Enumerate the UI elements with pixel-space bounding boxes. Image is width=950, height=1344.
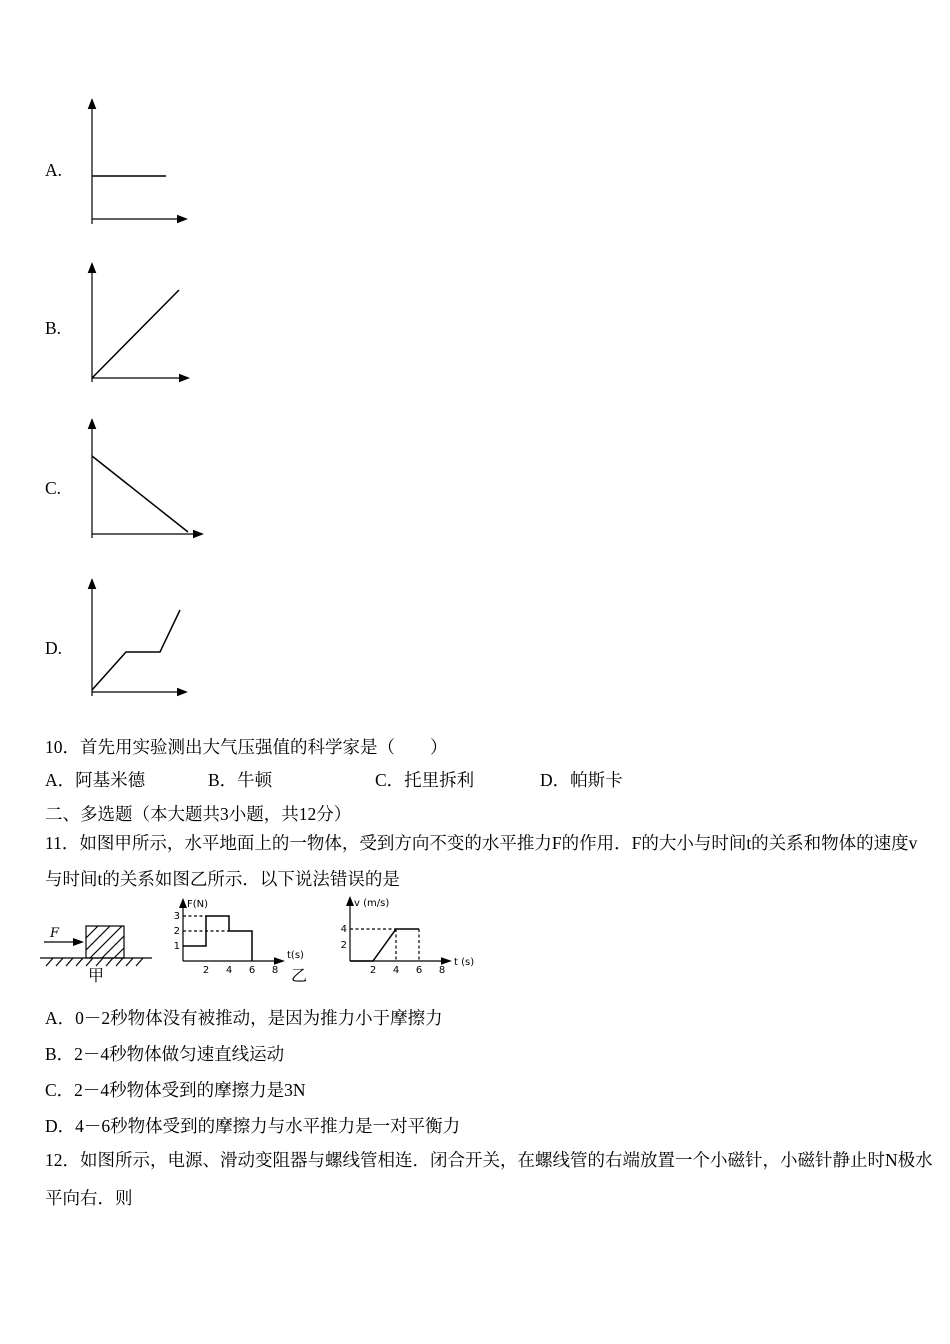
ft-ytick-1: 1 bbox=[173, 941, 180, 952]
vt-xtick-8: 8 bbox=[438, 965, 446, 976]
ft-xtick-2: 2 bbox=[202, 965, 210, 976]
right-arrow-icon bbox=[193, 530, 204, 539]
question-10-options-row bbox=[45, 770, 905, 794]
right-arrow-icon bbox=[179, 374, 190, 383]
data-line bbox=[92, 290, 179, 378]
x-axis bbox=[183, 950, 304, 976]
block-with-hatching bbox=[86, 926, 124, 958]
x-axis bbox=[92, 215, 188, 224]
vt-xtick-4: 4 bbox=[392, 965, 400, 976]
q11-vt-chart bbox=[326, 893, 481, 988]
q10-option-b: B．牛顿 bbox=[208, 770, 273, 790]
vt-ylabel: v (m/s) bbox=[354, 898, 390, 909]
up-arrow-icon bbox=[88, 262, 97, 273]
section-header: 二、多选题（本大题共3小题，共12分） bbox=[45, 804, 352, 824]
figure-yi-label: 乙 bbox=[291, 968, 308, 985]
data-line bbox=[92, 610, 180, 690]
q10-option-d: D．帕斯卡 bbox=[540, 770, 623, 790]
ft-xlabel: t(s) bbox=[287, 950, 304, 961]
ft-data-line bbox=[183, 916, 252, 961]
ft-xtick-4: 4 bbox=[225, 965, 233, 976]
question-12-stem-line1: 12．如图所示，电源、滑动变阻器与螺线管相连．闭合开关，在螺线管的右端放置一个小磁针，小磁针静止时N极水 bbox=[45, 1150, 933, 1170]
up-arrow-icon bbox=[88, 418, 97, 429]
question-12-stem-line2: 平向右．则 bbox=[45, 1188, 133, 1208]
question-10-stem: 10．首先用实验测出大气压强值的科学家是（ ） bbox=[45, 737, 448, 757]
ft-ylabel: F(N) bbox=[187, 899, 209, 910]
right-arrow-icon bbox=[274, 957, 285, 965]
x-axis bbox=[92, 374, 190, 383]
y-axis bbox=[88, 98, 97, 224]
up-arrow-icon bbox=[88, 578, 97, 589]
graph-option-c-plot bbox=[76, 416, 221, 546]
y-axis bbox=[88, 578, 97, 696]
ft-ytick-2: 2 bbox=[173, 926, 180, 937]
right-arrow-icon bbox=[177, 688, 188, 697]
figure-jia-label: 甲 bbox=[88, 968, 105, 985]
vt-ytick-2: 2 bbox=[340, 940, 347, 951]
right-arrow-icon bbox=[441, 957, 452, 965]
question-11-stem-line2: 与时间t的关系如图乙所示．以下说法错误的是 bbox=[45, 869, 400, 889]
up-arrow-icon bbox=[179, 898, 187, 908]
y-axis bbox=[88, 262, 97, 382]
vt-xtick-6: 6 bbox=[415, 965, 423, 976]
y-axis bbox=[174, 898, 209, 961]
graph-option-c-label: C. bbox=[45, 478, 62, 498]
q10-option-a: A．阿基米德 bbox=[45, 770, 146, 790]
vt-xtick-2: 2 bbox=[369, 965, 377, 976]
right-arrow-icon bbox=[73, 938, 84, 946]
graph-option-b-label: B. bbox=[45, 318, 62, 338]
vt-data-line bbox=[350, 929, 419, 961]
up-arrow-icon bbox=[88, 98, 97, 109]
y-axis bbox=[341, 896, 390, 961]
vt-xlabel: t (s) bbox=[454, 957, 475, 968]
graph-option-d-plot bbox=[76, 578, 206, 703]
force-arrow bbox=[44, 926, 84, 946]
question-11-stem-line1: 11．如图甲所示，水平地面上的一物体，受到方向不变的水平推力F的作用．F的大小与时间t的关系和物体的速度v bbox=[45, 833, 918, 853]
ft-ytick-3: 3 bbox=[173, 911, 180, 922]
ft-xtick-6: 6 bbox=[248, 965, 256, 976]
q11-option-d: D．4－6秒物体受到的摩擦力与水平推力是一对平衡力 bbox=[45, 1116, 461, 1136]
force-label: F bbox=[50, 926, 60, 941]
y-axis bbox=[88, 418, 97, 538]
vt-ytick-4: 4 bbox=[340, 924, 347, 935]
q11-option-b: B．2－4秒物体做匀速直线运动 bbox=[45, 1044, 285, 1064]
x-axis bbox=[92, 688, 188, 697]
ft-xtick-8: 8 bbox=[271, 965, 279, 976]
x-axis bbox=[350, 957, 474, 976]
graph-option-a-plot bbox=[76, 96, 206, 231]
q11-option-c: C．2－4秒物体受到的摩擦力是3N bbox=[45, 1080, 306, 1100]
q10-option-c: C．托里拆利 bbox=[375, 770, 475, 790]
graph-option-d-label: D. bbox=[45, 638, 63, 658]
up-arrow-icon bbox=[346, 896, 354, 906]
q11-option-a: A．0－2秒物体没有被推动，是因为推力小于摩擦力 bbox=[45, 1008, 443, 1028]
data-line bbox=[92, 456, 188, 532]
graph-option-b-plot bbox=[76, 260, 206, 390]
graph-option-a-label: A. bbox=[45, 160, 63, 180]
right-arrow-icon bbox=[177, 215, 188, 224]
